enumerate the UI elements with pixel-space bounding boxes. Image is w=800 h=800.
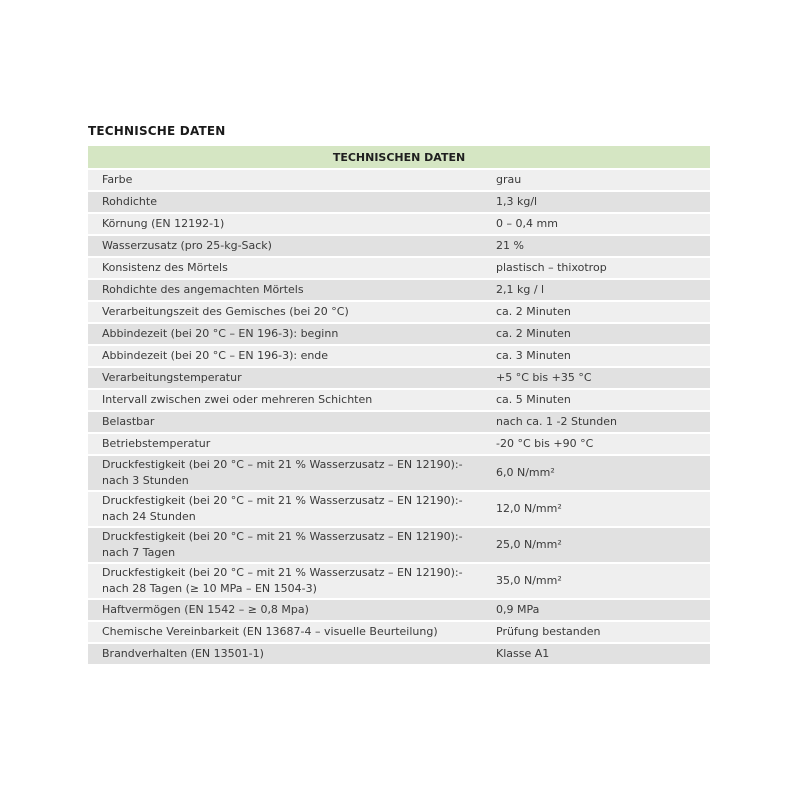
row-label: Verarbeitungstemperatur [88, 368, 482, 388]
row-label: Abbindezeit (bei 20 °C – EN 196-3): beginn [88, 324, 482, 344]
row-value: 21 % [482, 236, 710, 256]
table-row [88, 412, 710, 432]
table-row [88, 368, 710, 388]
row-label: Betriebstemperatur [88, 434, 482, 454]
row-label-line: nach 24 Stunden [102, 510, 196, 523]
row-value: ca. 2 Minuten [482, 302, 710, 322]
table-row [88, 434, 710, 454]
row-value: ca. 5 Minuten [482, 390, 710, 410]
row-label: Intervall zwischen zwei oder mehreren Schichten [88, 390, 482, 410]
table-row [88, 622, 710, 642]
row-label-line: Druckfestigkeit (bei 20 °C – mit 21 % Wasserzusatz – EN 12190):- [102, 494, 463, 507]
table-row [88, 258, 710, 278]
table-row [88, 390, 710, 410]
table-row [88, 346, 710, 366]
row-label: Wasserzusatz (pro 25-kg-Sack) [88, 236, 482, 256]
row-label-line: Druckfestigkeit (bei 20 °C – mit 21 % Wasserzusatz – EN 12190):- [102, 566, 463, 579]
table-row [88, 456, 710, 490]
row-label: Belastbar [88, 412, 482, 432]
table-row [88, 302, 710, 322]
row-value: +5 °C bis +35 °C [482, 368, 710, 388]
row-label [88, 528, 482, 562]
row-value: -20 °C bis +90 °C [482, 434, 710, 454]
row-value: Klasse A1 [482, 644, 710, 664]
table-row [88, 170, 710, 190]
row-value: 0 – 0,4 mm [482, 214, 710, 234]
row-label: Verarbeitungszeit des Gemisches (bei 20 °C) [88, 302, 482, 322]
row-label [88, 456, 482, 490]
table-row [88, 600, 710, 620]
row-label [88, 564, 482, 598]
table-row [88, 214, 710, 234]
table-row [88, 324, 710, 344]
row-value: 0,9 MPa [482, 600, 710, 620]
row-value: 35,0 N/mm² [482, 564, 710, 598]
row-value: 6,0 N/mm² [482, 456, 710, 490]
row-label-line: Druckfestigkeit (bei 20 °C – mit 21 % Wasserzusatz – EN 12190):- [102, 458, 463, 471]
table-row [88, 528, 710, 562]
table-row [88, 280, 710, 300]
row-label [88, 492, 482, 526]
row-value: plastisch – thixotrop [482, 258, 710, 278]
technical-data-table [88, 144, 710, 666]
row-value: nach ca. 1 -2 Stunden [482, 412, 710, 432]
row-label: Chemische Vereinbarkeit (EN 13687-4 – visuelle Beurteilung) [88, 622, 482, 642]
row-label: Rohdichte des angemachten Mörtels [88, 280, 482, 300]
table-row [88, 564, 710, 598]
row-value: 12,0 N/mm² [482, 492, 710, 526]
row-value: ca. 3 Minuten [482, 346, 710, 366]
row-label: Abbindezeit (bei 20 °C – EN 196-3): ende [88, 346, 482, 366]
row-value: 25,0 N/mm² [482, 528, 710, 562]
row-label: Konsistenz des Mörtels [88, 258, 482, 278]
row-value: 1,3 kg/l [482, 192, 710, 212]
table-row [88, 644, 710, 664]
row-label: Körnung (EN 12192-1) [88, 214, 482, 234]
section-title: TECHNISCHE DATEN [88, 124, 226, 138]
row-label-line: nach 7 Tagen [102, 546, 176, 559]
row-value: 2,1 kg / l [482, 280, 710, 300]
row-label: Farbe [88, 170, 482, 190]
row-value: ca. 2 Minuten [482, 324, 710, 344]
row-label: Rohdichte [88, 192, 482, 212]
row-label: Brandverhalten (EN 13501-1) [88, 644, 482, 664]
row-label-line: Druckfestigkeit (bei 20 °C – mit 21 % Wasserzusatz – EN 12190):- [102, 530, 463, 543]
table-header: TECHNISCHEN DATEN [88, 146, 710, 168]
table-header-row [88, 146, 710, 168]
row-value: Prüfung bestanden [482, 622, 710, 642]
table-row [88, 492, 710, 526]
table-row [88, 236, 710, 256]
row-label: Haftvermögen (EN 1542 – ≥ 0,8 Mpa) [88, 600, 482, 620]
row-label-line: nach 3 Stunden [102, 474, 189, 487]
row-label-line: nach 28 Tagen (≥ 10 MPa – EN 1504-3) [102, 582, 317, 595]
table-row [88, 192, 710, 212]
row-value: grau [482, 170, 710, 190]
